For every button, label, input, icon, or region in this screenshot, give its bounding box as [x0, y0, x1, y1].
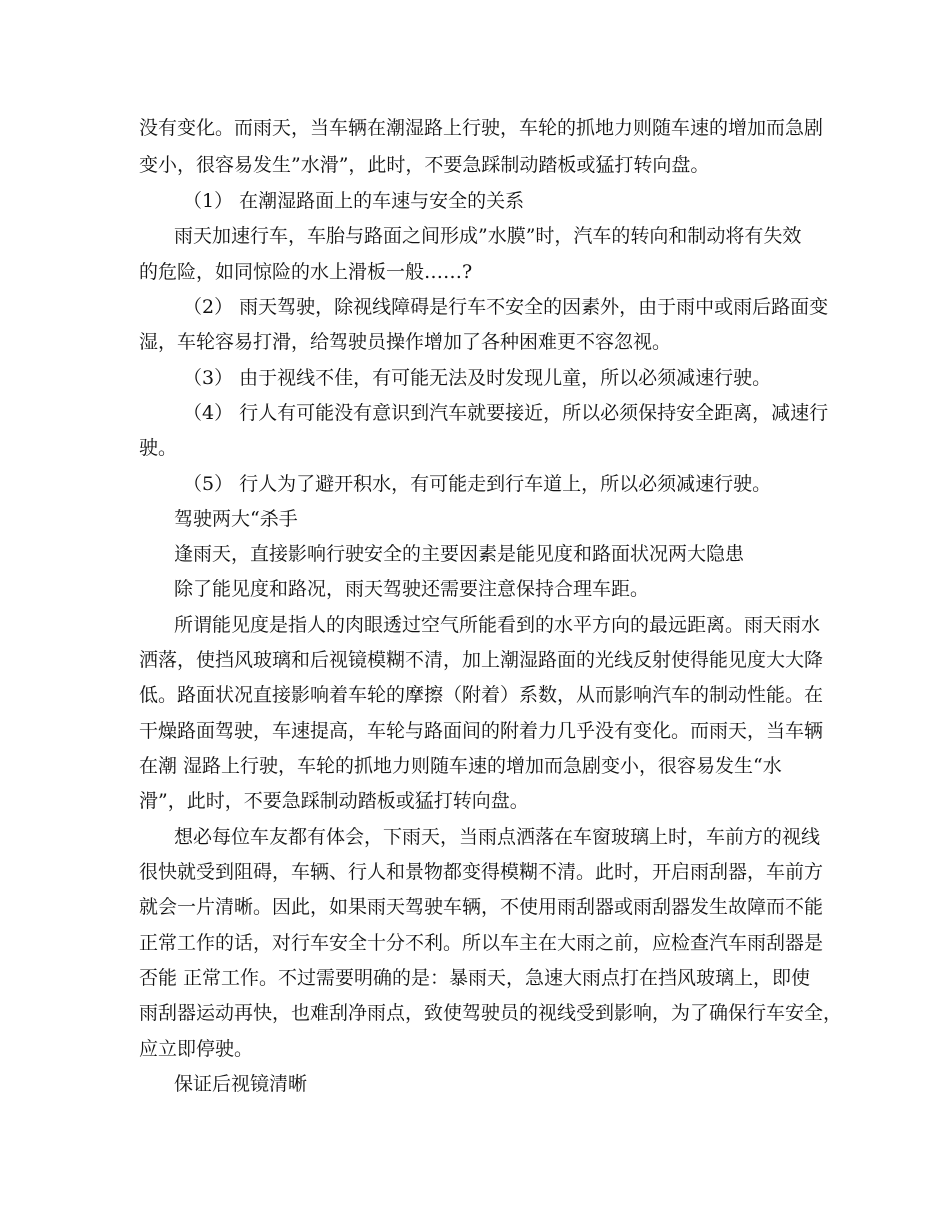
body-line: 否能 正常工作。不过需要明确的是：暴雨天，急速大雨点打在挡风玻璃上，即使	[139, 967, 811, 989]
body-line: 的危险，如同惊险的水上滑板一般……?	[139, 261, 473, 283]
body-line: 没有变化。而雨天，当车辆在潮湿路上行驶，车轮的抓地力则随车速的增加而急剧	[139, 117, 824, 139]
list-item: （3） 由于视线不佳，有可能无法及时发现儿童，所以必须减速行驶。	[183, 367, 772, 389]
section-heading: 保证后视镜清晰	[174, 1073, 308, 1095]
body-line: 低。路面状况直接影响着车轮的摩擦（附着）系数，从而影响汽车的制动性能。在	[139, 684, 824, 706]
body-line: 雨刮器运动再快，也难刮净雨点，致使驾驶员的视线受到影响，为了确保行车安全，	[139, 1002, 843, 1024]
body-line: 驶。	[139, 437, 178, 459]
body-line: 变小，很容易发生”水滑”，此时，不要急踩制动踏板或猛打转向盘。	[139, 154, 710, 176]
body-line: 干燥路面驾驶，车速提高，车轮与路面间的附着力几乎没有变化。而雨天，当车辆	[139, 720, 824, 742]
body-line: 正常工作的话，对行车安全十分不利。所以车主在大雨之前，应检查汽车雨刮器是	[139, 932, 824, 954]
body-line: 想必每位车友都有体会，下雨天，当雨点洒落在车窗玻璃上时，车前方的视线	[174, 826, 821, 848]
body-line: 除了能见度和路况，雨天驾驶还需要注意保持合理车距。	[174, 578, 650, 600]
list-item: （4） 行人有可能没有意识到汽车就要接近，所以必须保持安全距离，减速行	[183, 402, 829, 424]
body-line: 在潮 湿路上行驶，车轮的抓地力则随车速的增加而急剧变小，很容易发生“水	[139, 755, 782, 777]
list-item: （5） 行人为了避开积水，有可能走到行车道上，所以必须减速行驶。	[183, 473, 772, 495]
body-line: 湿，车轮容易打滑，给驾驶员操作增加了各种困难更不容忽视。	[139, 331, 672, 353]
body-line: 所谓能见度是指人的肉眼透过空气所能看到的水平方向的最远距离。雨天雨水	[174, 614, 821, 636]
list-item: （2） 雨天驾驶，除视线障碍是行车不安全的因素外，由于雨中或雨后路面变	[183, 296, 829, 318]
body-line: 逢雨天，直接影响行驶安全的主要因素是能见度和路面状况两大隐患	[174, 543, 745, 565]
body-line: 就会一片清晰。因此，如果雨天驾驶车辆，不使用雨刮器或雨刮器发生故障而不能	[139, 896, 824, 918]
body-line: 滑”，此时，不要急踩制动踏板或猛打转向盘。	[139, 790, 529, 812]
body-line: 雨天加速行车，车胎与路面之间形成”水膜”时，汽车的转向和制动将有失效	[174, 225, 802, 247]
body-line: 洒落，使挡风玻璃和后视镜模糊不清，加上潮湿路面的光线反射使得能见度大大降	[139, 649, 824, 671]
body-line: 很快就受到阻碍，车辆、行人和景物都变得模糊不清。此时，开启雨刮器，车前方	[139, 861, 824, 883]
section-heading: 驾驶两大“杀手	[174, 508, 298, 530]
list-item-heading: （1） 在潮湿路面上的车速与安全的关系	[183, 190, 525, 212]
body-line: 应立即停驶。	[139, 1038, 254, 1060]
